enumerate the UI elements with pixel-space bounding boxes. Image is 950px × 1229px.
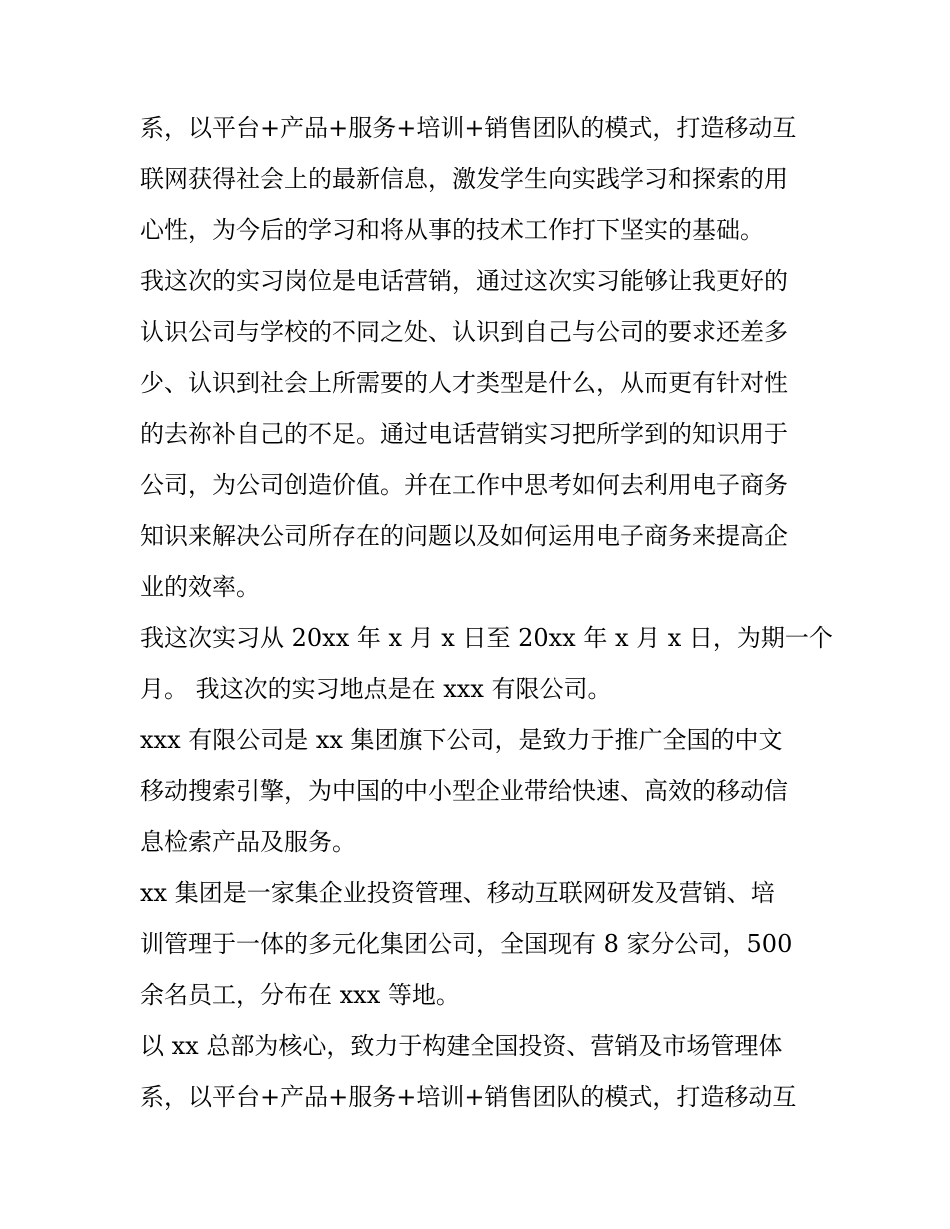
text-line: 息检索产品及服务。 bbox=[140, 828, 356, 856]
text-line: 训管理于一体的多元化集团公司，全国现有 8 家分公司，500 bbox=[140, 930, 793, 958]
text-line: 我这次的实习岗位是电话营销，通过这次实习能够让我更好的 bbox=[140, 267, 788, 295]
document-body bbox=[140, 103, 833, 1123]
text-line: 我这次实习从 20xx 年 x 月 x 日至 20xx 年 x 月 x 日，为期一个 bbox=[140, 624, 833, 652]
text-line: 的去祢补自己的不足。通过电话营销实习把所学到的知识用于 bbox=[140, 420, 788, 448]
text-line: 业的效率。 bbox=[140, 573, 260, 601]
text-line: 余名员工，分布在 xxx 等地。 bbox=[140, 981, 460, 1009]
text-line: xxx 有限公司是 xx 集团旗下公司，是致力于推广全国的中文 bbox=[140, 726, 783, 754]
text-line: 系，以平台+产品+服务+培训+销售团队的模式，打造移动互 bbox=[140, 114, 797, 142]
text-line: 认识公司与学校的不同之处、认识到自己与公司的要求还差多 bbox=[140, 318, 788, 346]
text-line: 联网获得社会上的最新信息，激发学生向实践学习和探索的用 bbox=[140, 165, 788, 193]
text-line: 系，以平台+产品+服务+培训+销售团队的模式，打造移动互 bbox=[140, 1083, 797, 1111]
text-line: 月。 我这次的实习地点是在 xxx 有限公司。 bbox=[140, 675, 612, 703]
text-line: 少、认识到社会上所需要的人才类型是什么，从而更有针对性 bbox=[140, 369, 788, 397]
text-line: 以 xx 总部为核心，致力于构建全国投资、营销及市场管理体 bbox=[140, 1032, 783, 1060]
text-line: 知识来解决公司所存在的问题以及如何运用电子商务来提高企 bbox=[140, 522, 788, 550]
text-line: 心性，为今后的学习和将从事的技术工作打下坚实的基础。 bbox=[140, 216, 764, 244]
text-line: xx 集团是一家集企业投资管理、移动互联网研发及营销、培 bbox=[140, 879, 775, 907]
text-line: 移动搜索引擎，为中国的中小型企业带给快速、高效的移动信 bbox=[140, 777, 788, 805]
text-line: 公司，为公司创造价值。并在工作中思考如何去利用电子商务 bbox=[140, 471, 788, 499]
